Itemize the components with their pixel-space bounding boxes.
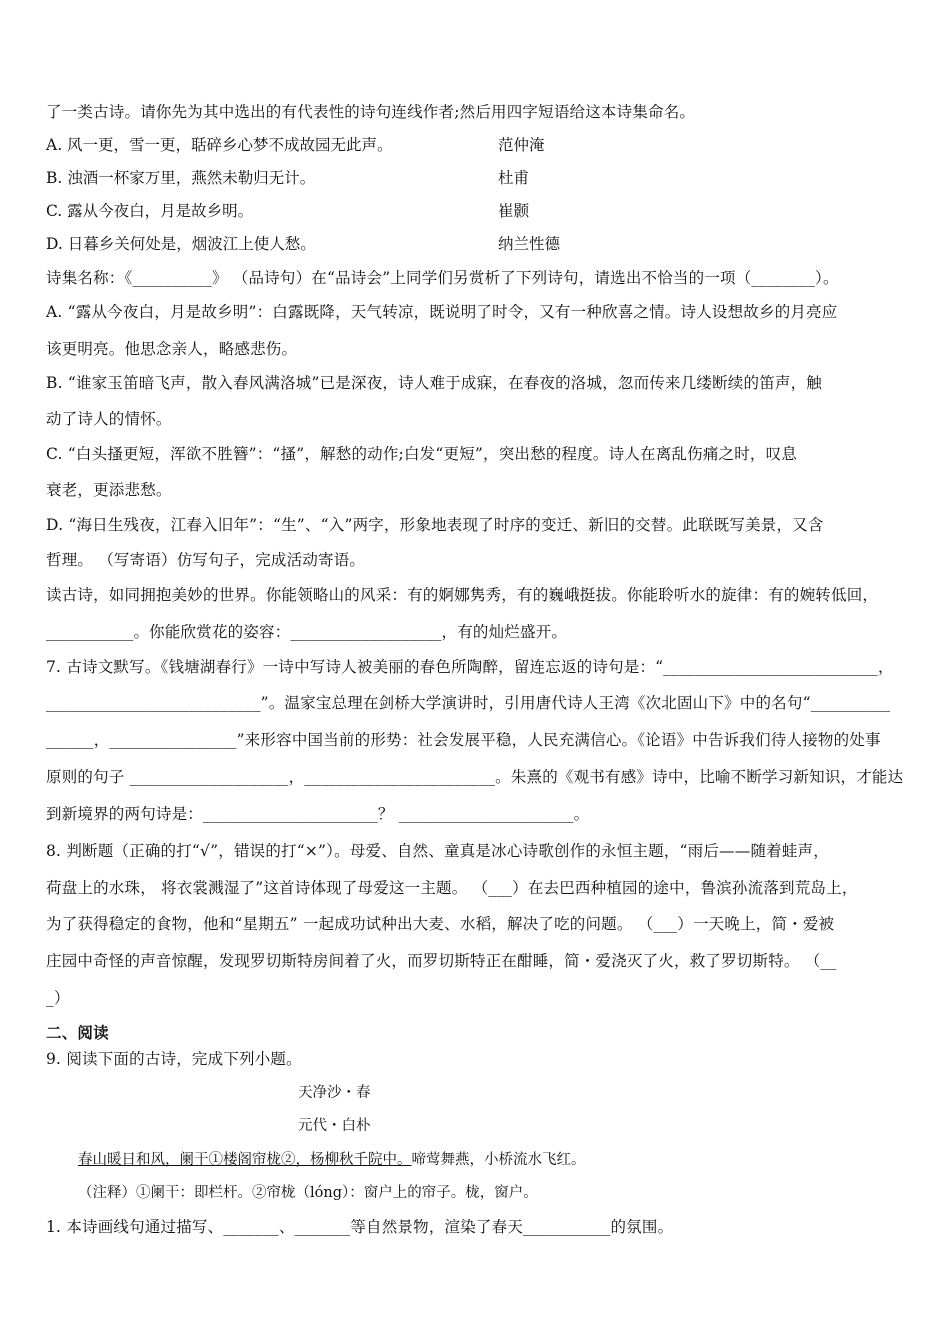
sub-question-1: 1. 本诗画线句通过描写、_______、_______等自然景物，渲染了春天___________的氛围。 bbox=[46, 1218, 674, 1236]
match-author-a: 范仲淹 bbox=[498, 136, 545, 154]
imitation-line1: 读古诗，如同拥抱美妙的世界。你能领略山的风采：有的婀娜隽秀，有的巍峨挺拔。你能聆听水的旋律：有的婉转低回， bbox=[46, 586, 879, 604]
option-b-line2: 动了诗人的情怀。 bbox=[46, 410, 172, 428]
q9-instruction: 9. 阅读下面的古诗，完成下列小题。 bbox=[46, 1050, 302, 1068]
q7-line4: 原则的句子 ____________________，________________________。朱熹的《观书有感》诗中，比喻不断学习新知识，才能达 bbox=[46, 768, 904, 786]
poem-body bbox=[78, 1150, 586, 1170]
q8-line1: 8. 判断题（正确的打“√”，错误的打“×”）。母爱、自然、童真是冰心诗歌创作的永恒主题，“雨后——随着蛙声， bbox=[46, 842, 829, 860]
q7-line5: 到新境界的两句诗是：______________________？ ______________________。 bbox=[46, 805, 590, 823]
q7-line1: 7. 古诗文默写。《钱塘湖春行》一诗中写诗人被美丽的春色所陶醉，留连忘返的诗句是：“___________________________， bbox=[46, 658, 894, 676]
option-a-line2: 该更明亮。他思念亲人，略感悲伤。 bbox=[46, 340, 298, 358]
q8-line2: 荷盘上的水珠， 将衣裳溅湿了”这首诗体现了母爱这一主题。 （___）在去巴西种植园的途中，鲁滨孙流落到荒岛上， bbox=[46, 879, 858, 897]
q8-line5: _） bbox=[46, 989, 70, 1007]
option-c-line2: 衰老，更添悲愁。 bbox=[46, 481, 172, 499]
poem-notes: （注释）①阑干：即栏杆。②帘栊（lóng）：窗户上的帘子。栊，窗户。 bbox=[78, 1185, 538, 1201]
poem-underlined-lines: 春山暖日和风，阑干①楼阁帘栊②，杨柳秋千院中。 bbox=[78, 1152, 412, 1168]
option-b-line1: B. “谁家玉笛暗飞声，散入春风满洛城”已是深夜，诗人难于成寐，在春夜的洛城，忽而传来几缕断续的笛声，触 bbox=[46, 374, 822, 392]
match-author-b: 杜甫 bbox=[498, 169, 530, 187]
poem-author: 元代・白朴 bbox=[298, 1118, 371, 1134]
option-c-line1: C. “白头搔更短，浑欲不胜簪”：“搔”，解愁的动作;白发“更短”，突出愁的程度。诗人在离乱伤痛之时，叹息 bbox=[46, 445, 798, 463]
match-poem-b: B. 浊酒一杯家万里，燕然未勒归无计。 bbox=[46, 169, 316, 187]
q6-intro: 了一类古诗。请你先为其中选出的有代表性的诗句连线作者;然后用四字短语给这本诗集命名。 bbox=[46, 103, 696, 121]
match-poem-c: C. 露从今夜白，月是故乡明。 bbox=[46, 202, 254, 220]
option-d-line1: D. “海日生残夜，江春入旧年”：“生”、“入”两字，形象地表现了时序的变迁、新旧的交替。此联既写美景，又含 bbox=[46, 516, 824, 534]
q8-line3: 为了获得稳定的食物，他和“星期五” 一起成功试种出大麦、水稻，解决了吃的问题。 （___）一天晚上，简・爱被 bbox=[46, 915, 835, 933]
match-poem-d: D. 日暮乡关何处是，烟波江上使人愁。 bbox=[46, 235, 316, 253]
poem-title: 天净沙・春 bbox=[298, 1085, 371, 1101]
option-a-line1: A. “露从今夜白，月是故乡明”：白露既降，天气转凉，既说明了时令，又有一种欣喜之情。诗人设想故乡的月亮应 bbox=[46, 303, 838, 321]
match-author-d: 纳兰性德 bbox=[498, 235, 561, 253]
match-poem-a: A. 风一更，雪一更，聒碎乡心梦不成故园无此声。 bbox=[46, 136, 393, 154]
collection-name-line: 诗集名称：《__________》 （品诗句）在“品诗会”上同学们另赏析了下列诗句，请选出不恰当的一项（________）。 bbox=[46, 269, 839, 287]
imitation-line2: ___________。你能欣赏花的姿容：___________________，有的灿烂盛开。 bbox=[46, 623, 568, 641]
match-author-c: 崔颢 bbox=[498, 202, 530, 220]
q7-line2: ___________________________”。温家宝总理在剑桥大学演讲时，引用唐代诗人王湾《次北固山下》中的名句“__________ bbox=[46, 694, 891, 712]
section-title: 二、阅读 bbox=[46, 1023, 109, 1042]
q8-line4: 庄园中奇怪的声音惊醒，发现罗切斯特房间着了火，而罗切斯特正在酣睡，简・爱浇灭了火，救了罗切斯特。 （__ bbox=[46, 952, 837, 970]
option-d-line2: 哲理。 （写寄语）仿写句子，完成活动寄语。 bbox=[46, 551, 366, 569]
q7-line3: ______，________________”来形容中国当前的形势：社会发展平稳，人民充满信心。《论语》中告诉我们待人接物的处事 bbox=[46, 731, 881, 749]
poem-remaining-lines: 啼莺舞燕，小桥流水飞红。 bbox=[411, 1152, 586, 1168]
